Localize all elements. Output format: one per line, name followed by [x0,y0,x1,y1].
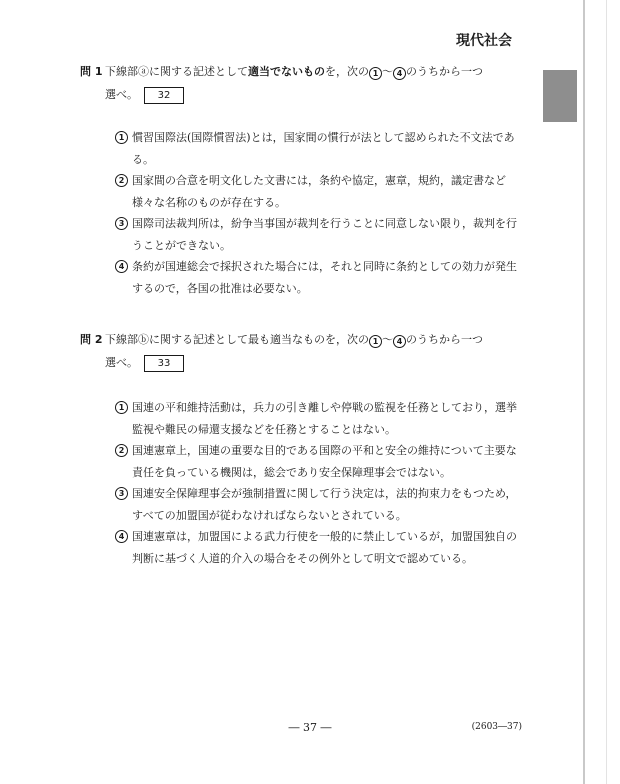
exam-code: (2603―37) [471,722,522,732]
question-2-options [116,397,520,569]
option-item: 1 国連の平和維持活動は，兵力の引き離しや停戦の監視を任務としており，選挙監視や難民の帰還支援などを任務とすることはない。 [116,397,520,440]
option-item: 2 国連憲章上，国連の重要な目的である国際の平和と安全の維持について主要な責任を負っている機関は，総会であり安全保障理事会ではない。 [116,440,520,483]
range-end-mark: 4 [393,335,406,348]
range-end-mark: 4 [393,67,406,80]
option-number-mark: 1 [115,401,128,414]
range-start-mark: 1 [369,67,382,80]
option-item: 3 国際司法裁判所は，紛争当事国が裁判を行うことに同意しない限り，裁判を行うことができない。 [116,213,520,256]
answer-box: 32 [144,87,184,104]
option-number-mark: 2 [115,444,128,457]
question-2-stem: 問 2 下線部ⓑに関する記述として最も適当なものを，次の 1 〜 4 のうちから一つ 選べ。 33 [80,330,520,373]
emphasis-text: 適当でないもの [248,65,325,78]
option-number-mark: 4 [115,530,128,543]
option-item: 3 国連安全保障理事会が強制措置に関して行う決定は，法的拘束力をもつため，すべての加盟国が従わなければならないとされている。 [116,483,520,526]
page-edge-line [606,0,607,784]
question-number: 問 1 [80,65,103,78]
option-number-mark: 2 [115,174,128,187]
subject-title: 現代社会 [456,33,512,49]
answer-box: 33 [144,355,184,372]
binding-line [583,0,585,784]
question-number: 問 2 [80,333,103,346]
page-number: ― 37 ― [288,721,332,734]
question-1-stem: 問 1 下線部ⓐに関する記述として適当でないものを，次の 1 〜 4 のうちから一つ 選べ。 32 [80,62,520,105]
option-number-mark: 4 [115,260,128,273]
option-item: 1 慣習国際法(国際慣習法)とは，国家間の慣行が法として認められた不文法である。 [116,127,520,170]
question-1-options [116,127,520,299]
section-index-tab [543,70,577,122]
option-item: 2 国家間の合意を明文化した文書には，条約や協定，憲章，規約，議定書など様々な名称のものが存在する。 [116,170,520,213]
option-number-mark: 3 [115,217,128,230]
option-number-mark: 3 [115,487,128,500]
range-start-mark: 1 [369,335,382,348]
option-item: 4 国連憲章は，加盟国による武力行使を一般的に禁止しているが，加盟国独自の判断に基づく人道的介入の場合をその例外として明文で認めている。 [116,526,520,569]
option-item: 4 条約が国連総会で採択された場合には，それと同時に条約としての効力が発生するので，各国の批准は必要ない。 [116,256,520,299]
option-number-mark: 1 [115,131,128,144]
